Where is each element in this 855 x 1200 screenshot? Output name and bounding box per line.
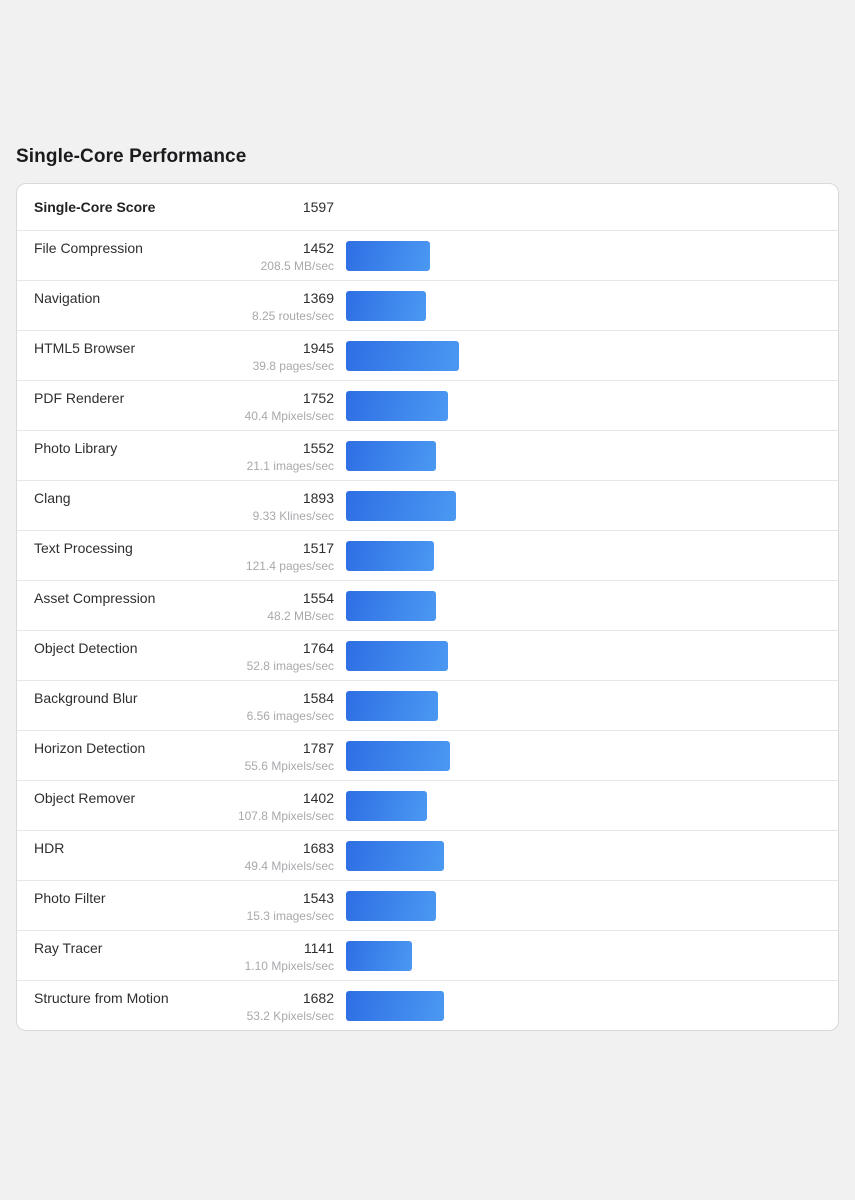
benchmark-score: 1552	[302, 440, 334, 456]
score-bar	[346, 591, 436, 621]
score-bar	[346, 941, 412, 971]
score-bar	[346, 391, 448, 421]
score-bar	[346, 991, 444, 1021]
score-bar	[346, 741, 450, 771]
score-bar	[346, 891, 436, 921]
benchmark-name: HDR	[34, 840, 65, 856]
benchmark-score: 1764	[302, 640, 334, 656]
benchmark-row	[17, 380, 838, 430]
benchmark-throughput: 9.33 Klines/sec	[252, 509, 334, 523]
score-bar	[346, 791, 427, 821]
benchmark-row	[17, 430, 838, 480]
benchmark-name: Structure from Motion	[34, 990, 169, 1006]
summary-bar-area	[334, 184, 821, 230]
benchmark-throughput: 1.10 Mpixels/sec	[244, 959, 334, 973]
benchmark-name: Text Processing	[34, 540, 133, 556]
benchmark-row	[17, 280, 838, 330]
benchmark-row	[17, 680, 838, 730]
score-bar	[346, 491, 456, 521]
benchmark-row	[17, 630, 838, 680]
benchmark-row	[17, 330, 838, 380]
benchmark-name: Photo Library	[34, 440, 118, 456]
benchmark-row	[17, 930, 838, 980]
score-bar	[346, 641, 448, 671]
score-bar	[346, 541, 434, 571]
score-bar	[346, 291, 426, 321]
summary-label: Single-Core Score	[34, 198, 156, 215]
benchmark-name: PDF Renderer	[34, 390, 125, 406]
benchmark-throughput: 21.1 images/sec	[246, 459, 334, 473]
benchmark-name: Object Remover	[34, 790, 136, 806]
benchmark-throughput: 107.8 Mpixels/sec	[237, 809, 334, 823]
score-bar	[346, 241, 430, 271]
benchmark-score: 1787	[302, 740, 334, 756]
benchmark-score: 1752	[302, 390, 334, 406]
benchmark-name: File Compression	[34, 240, 143, 256]
benchmark-row	[17, 230, 838, 280]
benchmark-name: Object Detection	[34, 640, 138, 656]
benchmark-name: Photo Filter	[34, 890, 106, 906]
benchmark-throughput: 121.4 pages/sec	[245, 559, 334, 573]
score-bar	[346, 841, 444, 871]
benchmark-throughput: 6.56 images/sec	[246, 709, 334, 723]
benchmark-row	[17, 480, 838, 530]
benchmark-name: Ray Tracer	[34, 940, 103, 956]
benchmark-score: 1945	[302, 340, 334, 356]
benchmark-row	[17, 830, 838, 880]
benchmark-score: 1584	[302, 690, 334, 706]
benchmark-score: 1141	[303, 940, 334, 956]
benchmark-score: 1402	[302, 790, 334, 806]
benchmark-throughput: 8.25 routes/sec	[251, 309, 334, 323]
benchmark-score: 1543	[302, 890, 334, 906]
benchmark-throughput: 48.2 MB/sec	[267, 609, 334, 623]
benchmark-row	[17, 980, 838, 1030]
benchmark-score: 1517	[302, 540, 334, 556]
benchmark-name: Asset Compression	[34, 590, 156, 606]
benchmark-row	[17, 880, 838, 930]
benchmark-row	[17, 580, 838, 630]
benchmark-throughput: 208.5 MB/sec	[260, 259, 334, 273]
benchmark-name: Clang	[34, 490, 71, 506]
page-title: Single-Core Performance	[16, 146, 247, 167]
summary-row	[17, 184, 838, 230]
benchmark-throughput: 53.2 Kpixels/sec	[246, 1009, 334, 1023]
benchmark-row	[17, 730, 838, 780]
benchmark-throughput: 39.8 pages/sec	[252, 359, 334, 373]
score-bar	[346, 341, 459, 371]
benchmark-name: Background Blur	[34, 690, 138, 706]
benchmark-throughput: 40.4 Mpixels/sec	[244, 409, 334, 423]
benchmark-name: Horizon Detection	[34, 740, 146, 756]
benchmark-rows	[17, 230, 838, 1030]
benchmark-name: HTML5 Browser	[34, 340, 136, 356]
benchmark-score: 1893	[302, 490, 334, 506]
benchmark-throughput: 55.6 Mpixels/sec	[244, 759, 334, 773]
benchmark-row	[17, 780, 838, 830]
summary-score: 1597	[302, 198, 334, 215]
benchmark-score: 1452	[302, 240, 334, 256]
score-bar	[346, 441, 436, 471]
score-bar	[346, 691, 438, 721]
benchmark-score: 1554	[302, 590, 334, 606]
benchmark-results-card	[16, 183, 839, 1031]
benchmark-score: 1682	[302, 990, 334, 1006]
benchmark-score: 1369	[302, 290, 334, 306]
benchmark-name: Navigation	[34, 290, 101, 306]
benchmark-row	[17, 530, 838, 580]
benchmark-throughput: 15.3 images/sec	[246, 909, 334, 923]
benchmark-score: 1683	[302, 840, 334, 856]
benchmark-throughput: 52.8 images/sec	[246, 659, 334, 673]
benchmark-throughput: 49.4 Mpixels/sec	[244, 859, 334, 873]
